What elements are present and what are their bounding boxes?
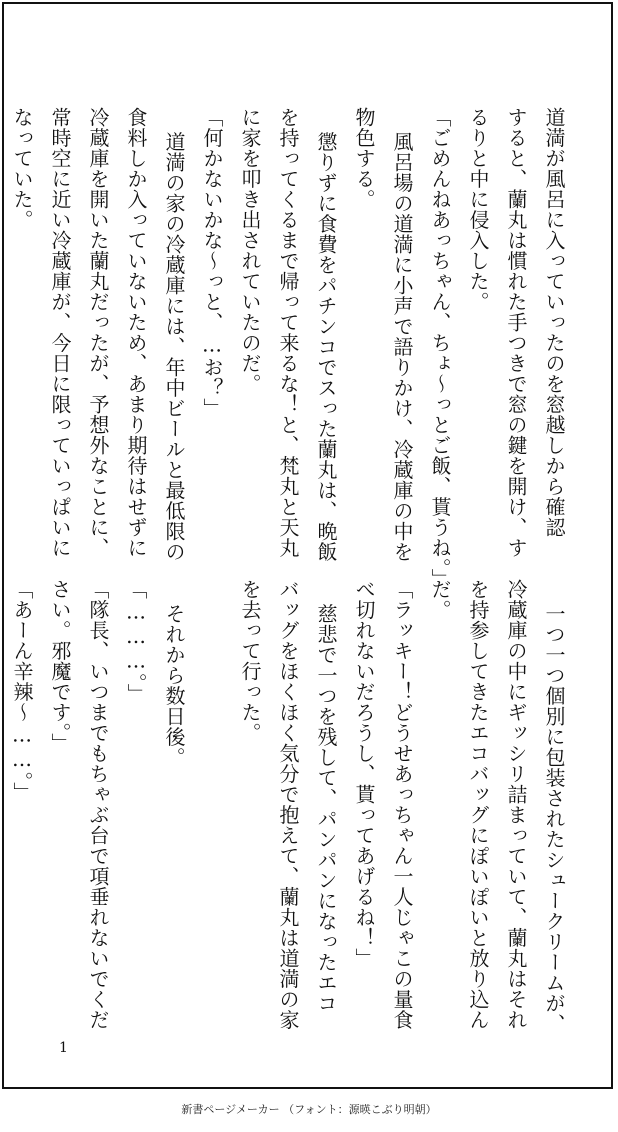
lower-text-block: 一つ一つ個別に包装されたシュークリームが、 冷蔵庫の中にギッシリ詰まっていて、蘭丸はそれ を持参してきたエコバッグにぽいぽいと放り込ん だ。 「ラッキー！どうせあっちゃん一人じゃこの量食 べ切れないだろうし、貰ってあげるね！」 慈悲で一つを残して、パンパンになったエコ バッグをほくほく気分で抱えて、蘭丸は道満の家 を去って行った。 それから数日後。 「………。」 「隊長、いつまでもちゃぶ台で項垂れないでくだ さい。邪魔です。」 「あーん辛辣〜……。」 bbox=[10, 579, 566, 1034]
footer-caption: 新書ページメーカー （フォント：源暎こぶり明朝） bbox=[181, 1103, 437, 1116]
page-frame bbox=[2, 2, 613, 1089]
page-number: 1 bbox=[59, 1040, 68, 1056]
upper-text-block: 道満が風呂に入っていったのを窓越しから確認 すると、蘭丸は慣れた手つきで窓の鍵を開け、す るりと中に侵入した。 「ごめんねあっちゃん、ちょ〜っとご飯、貰うね。」 風呂場の道満に小声で語りかけ、冷蔵庫の中を 物色する。 懲りずに食費をパチンコでスった蘭丸は、晩飯 を持ってくるまで帰って来るな！と、梵丸と天丸 に家を叩き出されていたのだ。 「何かないかな〜っと、…お？」 道満の家の冷蔵庫には、年中ビールと最低限の 食料しか入っていないため、あまり期待はせずに 冷蔵庫を開いた蘭丸だったが、予想外なことに、 常時空に近い冷蔵庫が、今日に限っていっぱいに なっていた。 bbox=[10, 107, 566, 589]
